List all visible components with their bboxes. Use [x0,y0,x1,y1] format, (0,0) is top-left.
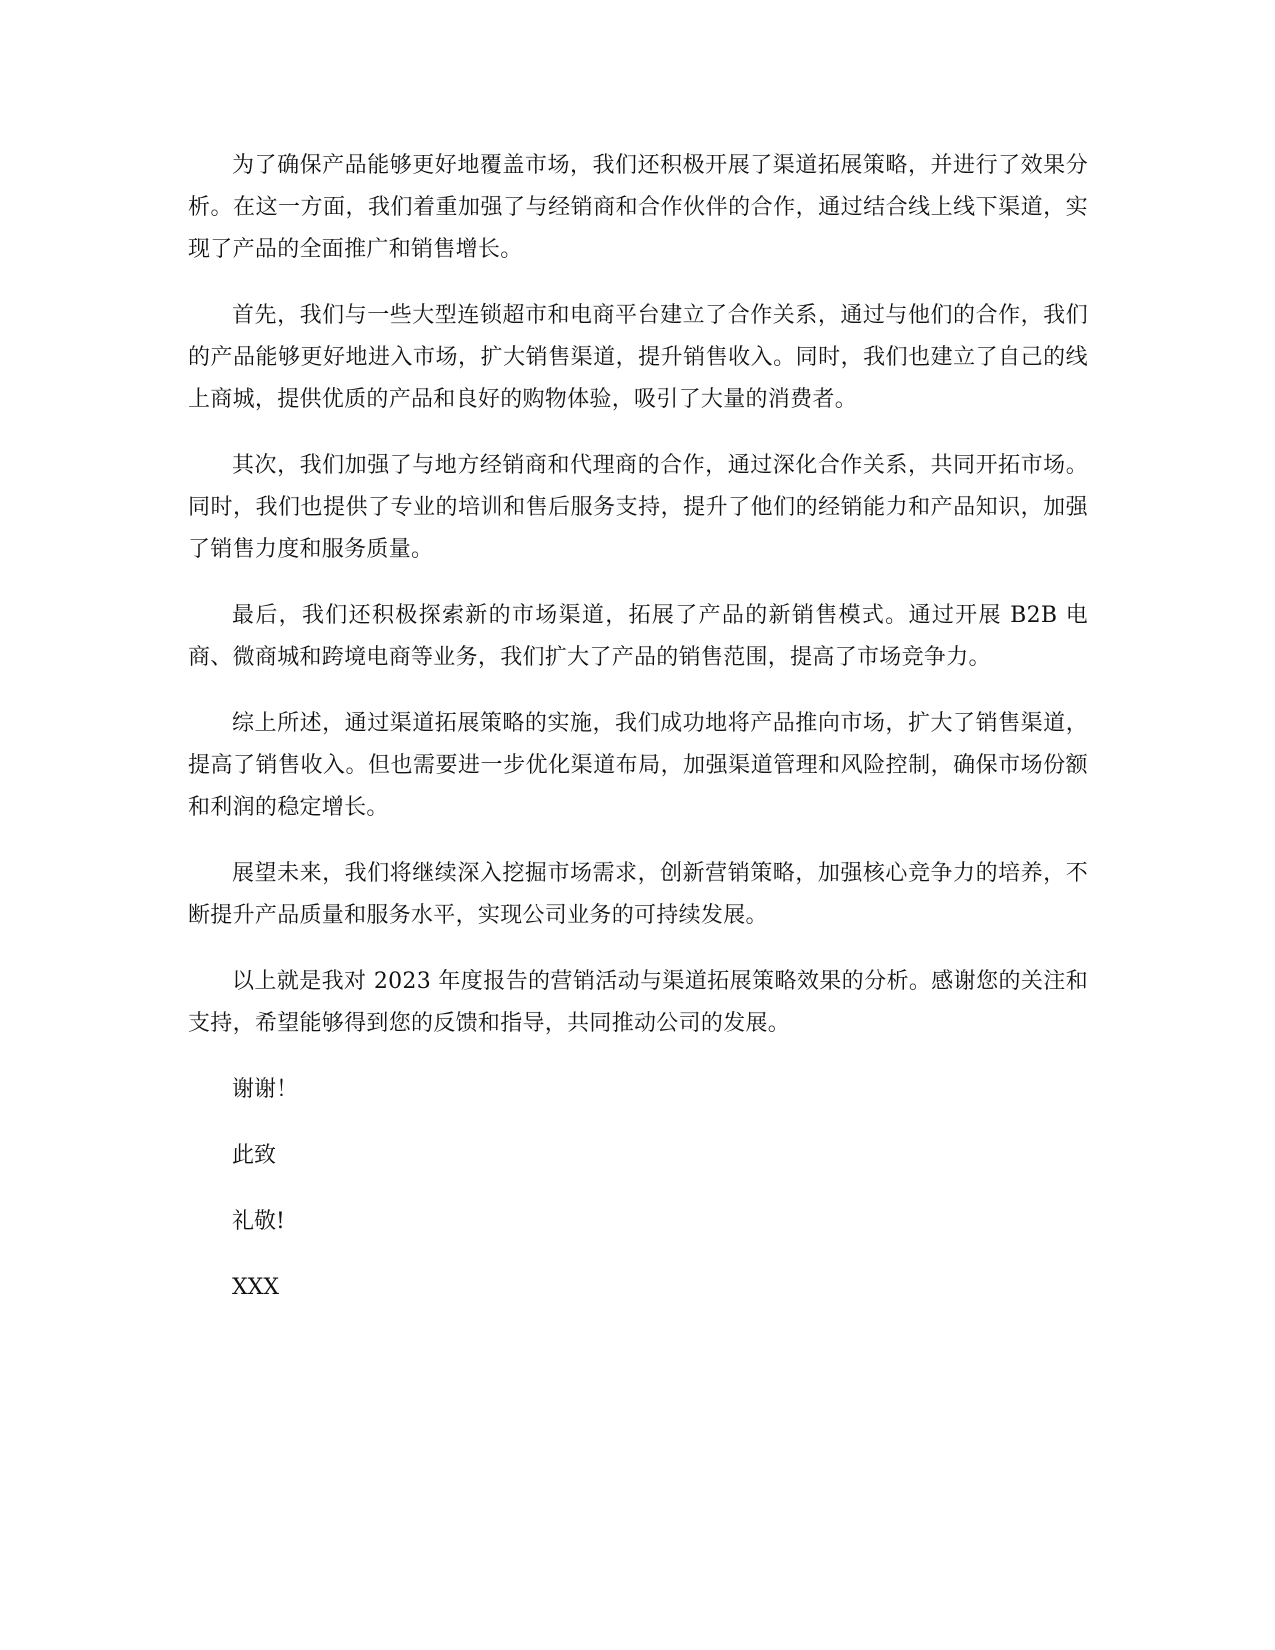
paragraph-conclusion: 以上就是我对 2023 年度报告的营销活动与渠道拓展策略效果的分析。感谢您的关注和支持，希望能够得到您的反馈和指导，共同推动公司的发展。 [188,969,1088,1036]
document-body [188,145,1088,1333]
paragraph-channel-expansion: 为了确保产品能够更好地覆盖市场，我们还积极开展了渠道拓展策略，并进行了效果分析。在这一方面，我们着重加强了与经销商和合作伙伴的合作，通过结合线上线下渠道，实现了产品的全面推广和销售增长。 [188,153,1088,262]
closing-thanks: 谢谢！ [232,1077,299,1102]
paragraph-summary: 综上所述，通过渠道拓展策略的实施，我们成功地将产品推向市场，扩大了销售渠道，提高了销售收入。但也需要进一步优化渠道布局，加强渠道管理和风险控制，确保市场份额和利润的稳定增长。 [188,711,1088,820]
paragraph-second: 其次，我们加强了与地方经销商和代理商的合作，通过深化合作关系，共同开拓市场。同时，我们也提供了专业的培训和售后服务支持，提升了他们的经销能力和产品知识，加强了销售力度和服务质量。 [188,453,1088,562]
closing-regards: 礼敬! [232,1209,285,1234]
paragraph-outlook: 展望未来，我们将继续深入挖掘市场需求，创新营销策略，加强核心竞争力的培养，不断提升产品质量和服务水平，实现公司业务的可持续发展。 [188,861,1088,928]
signature: XXX [232,1275,279,1300]
paragraph-finally: 最后，我们还积极探索新的市场渠道，拓展了产品的新销售模式。通过开展 B2B 电商、微商城和跨境电商等业务，我们扩大了产品的销售范围，提高了市场竞争力。 [188,603,1088,670]
paragraph-first: 首先，我们与一些大型连锁超市和电商平台建立了合作关系，通过与他们的合作，我们的产品能够更好地进入市场，扩大销售渠道，提升销售收入。同时，我们也建立了自己的线上商城，提供优质的产品和良好的购物体验，吸引了大量的消费者。 [188,303,1088,412]
closing-salutation: 此致 [232,1143,277,1168]
